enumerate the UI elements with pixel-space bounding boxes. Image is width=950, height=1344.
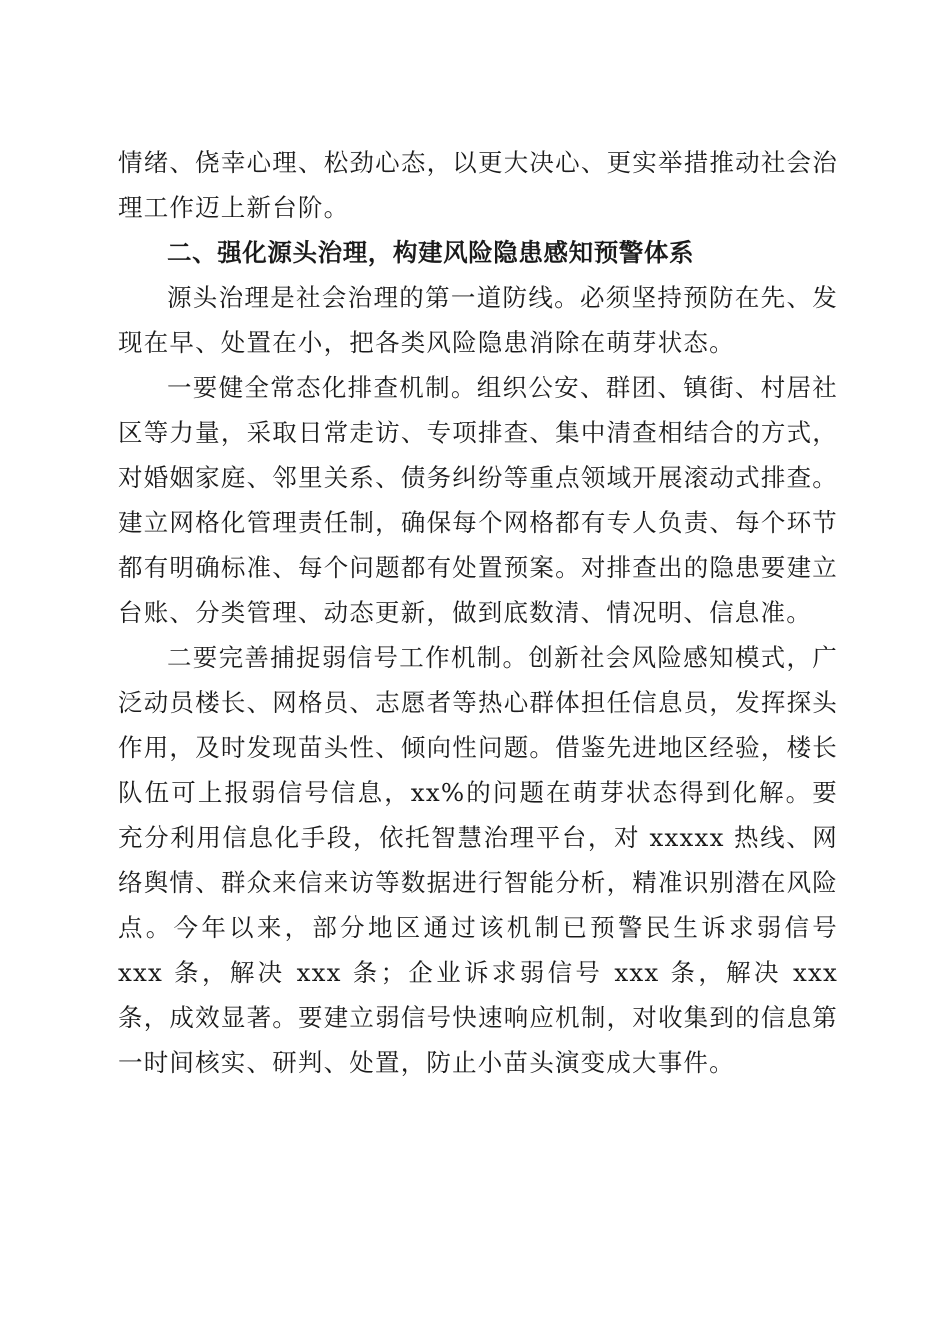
- document-body: [118, 140, 838, 1085]
- section-heading: 二、强化源头治理，构建风险隐患感知预警体系: [167, 238, 695, 267]
- point-one-paragraph: 一要健全常态化排查机制。组织公安、群团、镇街、村居社区等力量，采取日常走访、专项排查、集中清查相结合的方式，对婚姻家庭、邻里关系、债务纠纷等重点领域开展滚动式排查。建立网格化管理责任制，确保每个网格都有专人负责、每个环节都有明确标准、每个问题都有处置预案。对排查出的隐患要建立台账、分类管理、动态更新，做到底数清、情况明、信息准。: [118, 373, 838, 627]
- intro-paragraph: 源头治理是社会治理的第一道防线。必须坚持预防在先、发现在早、处置在小，把各类风险隐患消除在萌芽状态。: [118, 283, 838, 357]
- point-two-paragraph: 二要完善捕捉弱信号工作机制。创新社会风险感知模式，广泛动员楼长、网格员、志愿者等热心群体担任信息员，发挥探头作用，及时发现苗头性、倾向性问题。借鉴先进地区经验，楼长队伍可上报弱信号信息，xx%的问题在萌芽状态得到化解。要充分利用信息化手段，依托智慧治理平台，对 xxxxx 热线、网络舆情、群众来信来访等数据进行智能分析，精准识别潜在风险点。今年以来，部分地区通过该机制已预警民生诉求弱信号 xxx 条，解决 xxx 条；企业诉求弱信号 xxx 条，解决 xxx 条，成效显著。要建立弱信号快速响应机制，对收集到的信息第一时间核实、研判、处置，防止小苗头演变成大事件。: [118, 643, 838, 1077]
- continuation-paragraph: 情绪、侥幸心理、松劲心态，以更大决心、更实举措推动社会治理工作迈上新台阶。: [118, 148, 838, 222]
